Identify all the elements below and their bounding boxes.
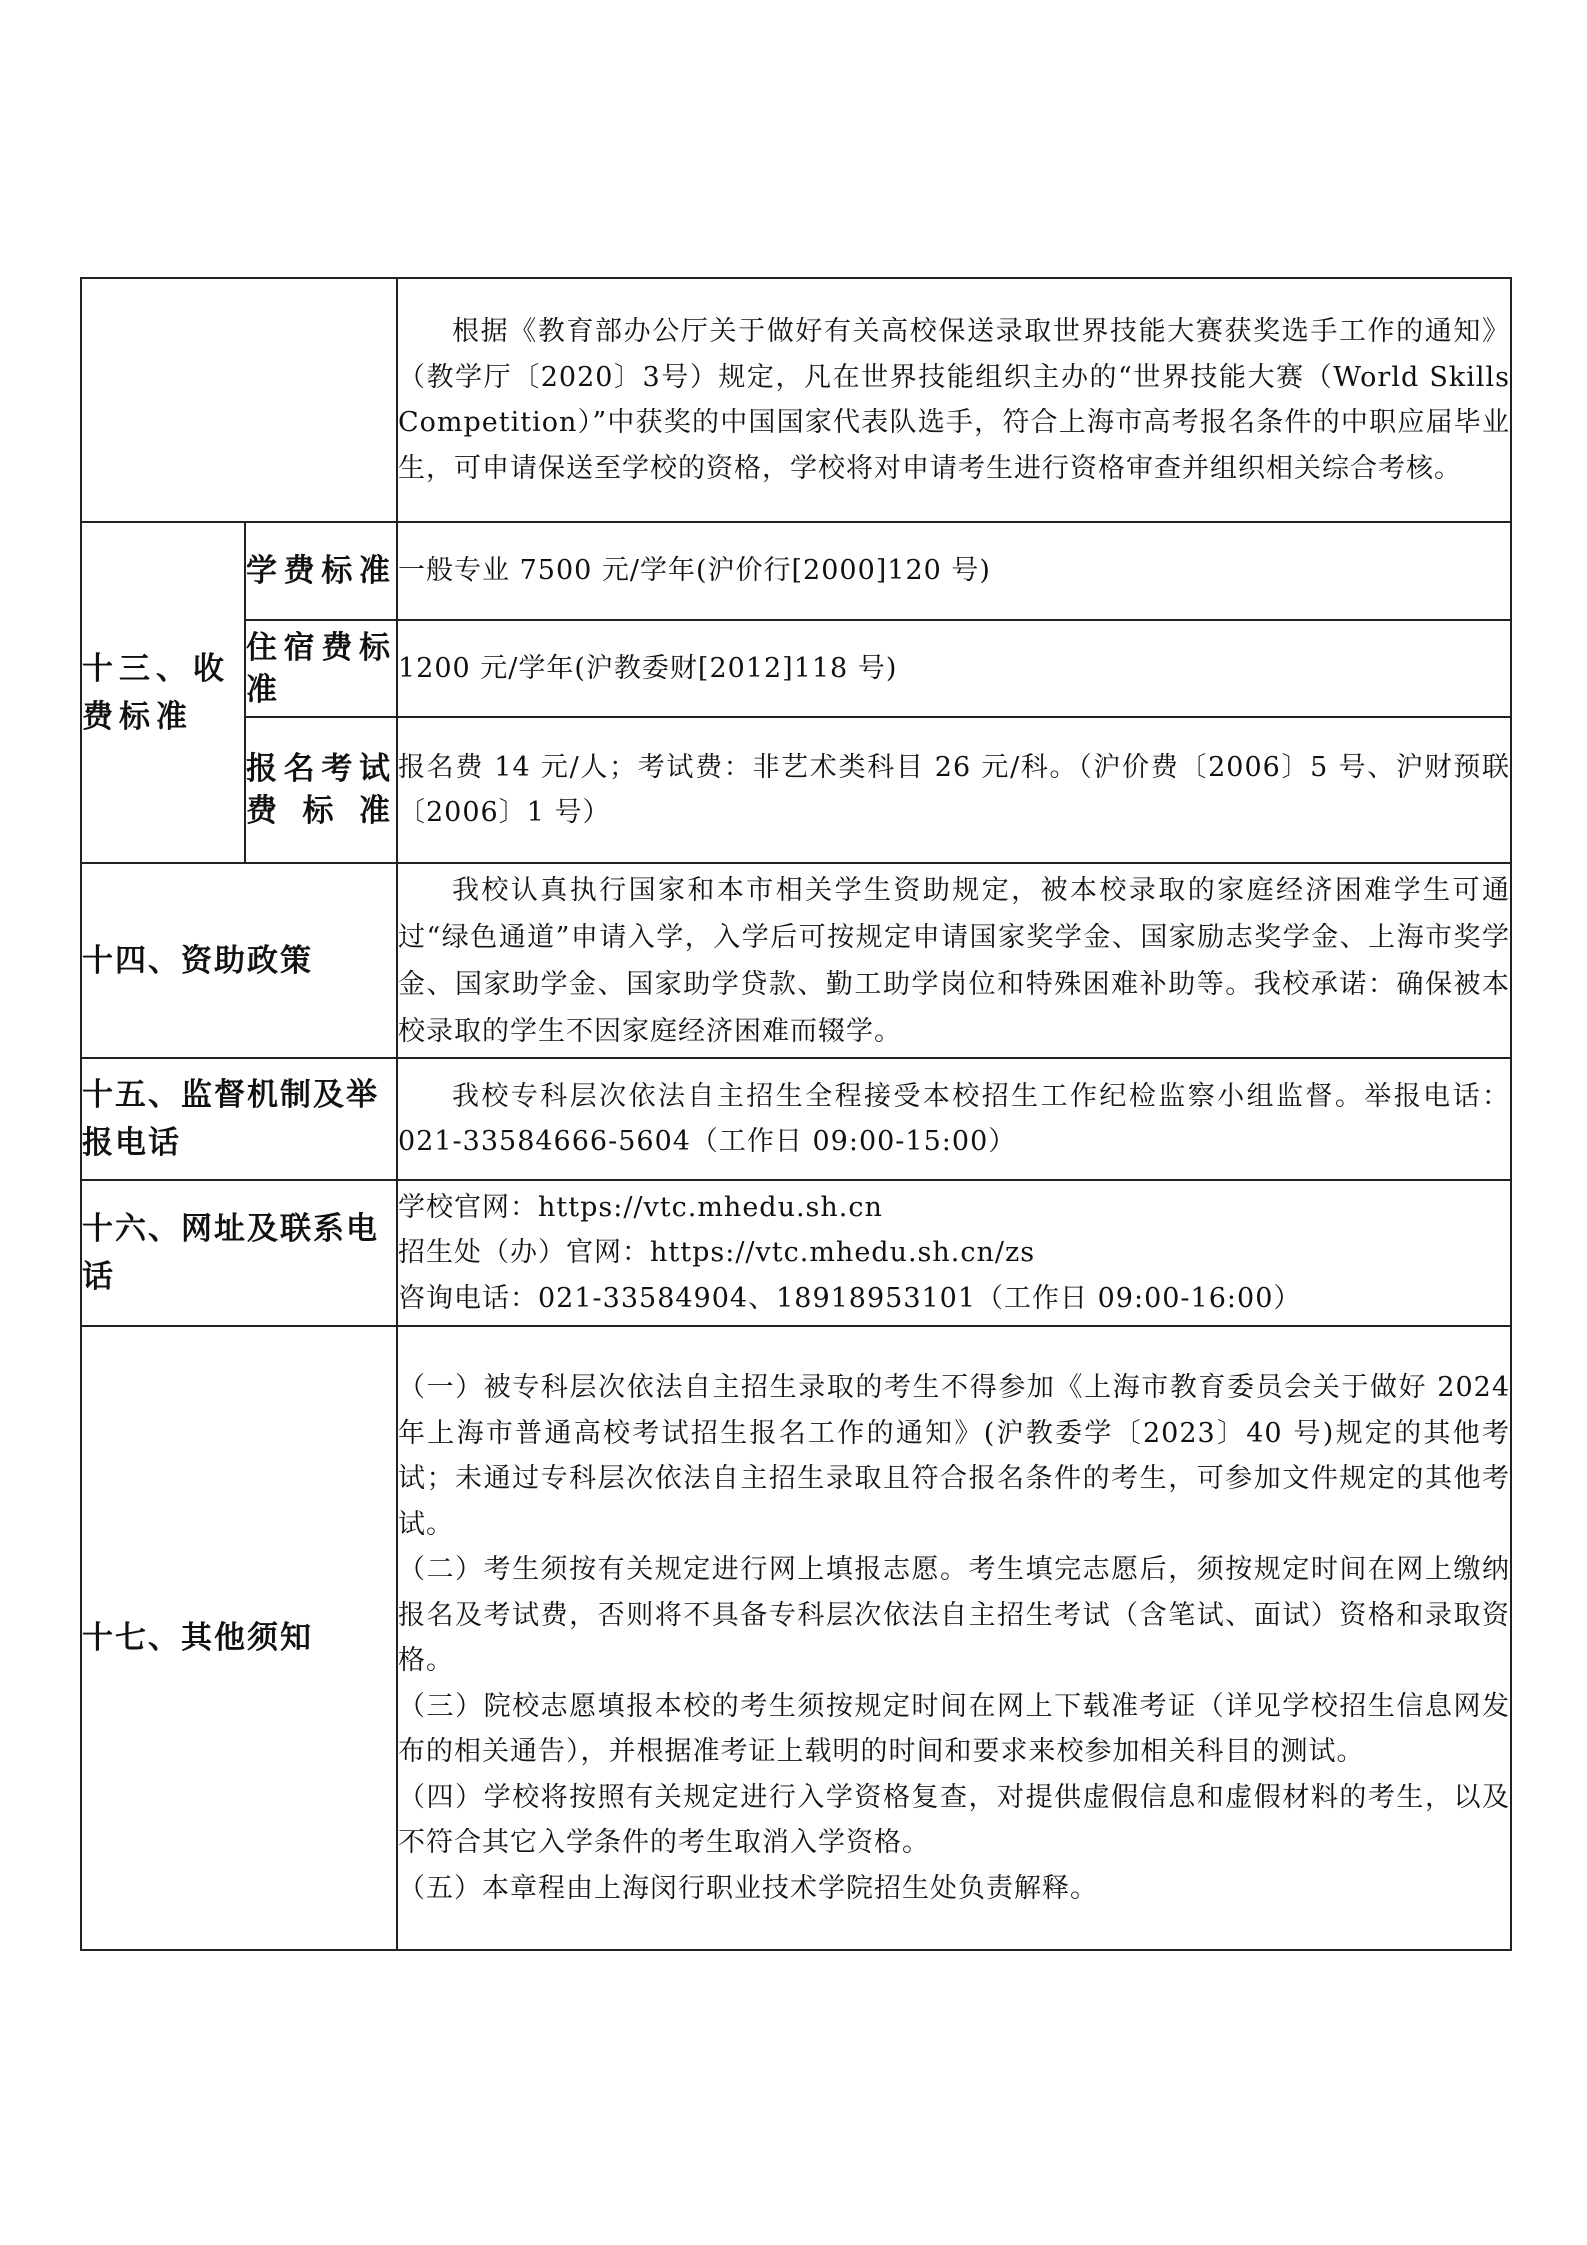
other-cell — [397, 1326, 1511, 1950]
admissions-table — [80, 277, 1512, 1951]
other-item-1: （一）被专科层次依法自主招生录取的考生不得参加《上海市教育委员会关于做好 2024 年上海市普通高校考试招生报名工作的通知》(沪教委学〔2023〕40 号)规定的其他考试；未通过专科层次依法自主招生录取且符合报名条件的考生，可参加文件规定的其他考试。 — [398, 1372, 1510, 1540]
contact-cell — [397, 1180, 1511, 1326]
world-skills-label-cell — [81, 278, 397, 522]
fee-row-tuition — [81, 522, 1511, 620]
exam-fee-value: 报名费 14 元/人；考试费：非艺术类科目 26 元/科。（沪价费〔2006〕5 号、沪财预联〔2006〕1 号） — [397, 717, 1511, 863]
supervision-text: 我校专科层次依法自主招生全程接受本校招生工作纪检监察小组监督。举报电话：021-33584666-5604（工作日 09:00-15:00） — [397, 1058, 1511, 1180]
contact-row — [81, 1180, 1511, 1326]
other-label: 十七、其他须知 — [81, 1326, 397, 1950]
aid-text: 我校认真执行国家和本市相关学生资助规定，被本校录取的家庭经济困难学生可通过“绿色通道”申请入学，入学后可按规定申请国家奖学金、国家励志奖学金、上海市奖学金、国家助学金、国家助学贷款、勤工助学岗位和特殊困难补助等。我校承诺：确保被本校录取的学生不因家庭经济困难而辍学。 — [397, 863, 1511, 1058]
dorm-value: 1200 元/学年(沪教委财[2012]118 号) — [397, 620, 1511, 717]
world-skills-text: 根据《教育部办公厅关于做好有关高校保送录取世界技能大赛获奖选手工作的通知》（教学厅〔2020〕3号）规定，凡在世界技能组织主办的“世界技能大赛（World Skills Competition）”中获奖的中国国家代表队选手，符合上海市高考报名条件的中职应届毕业生，可申请保送至学校的资格，学校将对申请考生进行资格审查并组织相关综合考核。 — [397, 278, 1511, 522]
tuition-label: 学费标准 — [245, 522, 397, 620]
supervision-label: 十五、监督机制及举报电话 — [81, 1058, 397, 1180]
other-item-2: （二）考生须按有关规定进行网上填报志愿。考生填完志愿后，须按规定时间在网上缴纳报名及考试费，否则将不具备专科层次依法自主招生考试（含笔试、面试）资格和录取资格。 — [398, 1554, 1510, 1676]
other-item-4: （四）学校将按照有关规定进行入学资格复查，对提供虚假信息和虚假材料的考生，以及不符合其它入学条件的考生取消入学资格。 — [398, 1781, 1510, 1858]
other-row — [81, 1326, 1511, 1950]
other-item-5: （五）本章程由上海闵行职业技术学院招生处负责解释。 — [398, 1872, 1098, 1904]
school-website-line[interactable]: 学校官网：https://vtc.mhedu.sh.cn — [398, 1191, 883, 1223]
supervision-row — [81, 1058, 1511, 1180]
aid-label: 十四、资助政策 — [81, 863, 397, 1058]
tuition-value: 一般专业 7500 元/学年(沪价行[2000]120 号) — [397, 522, 1511, 620]
aid-row — [81, 863, 1511, 1058]
contact-label: 十六、网址及联系电话 — [81, 1180, 397, 1326]
fees-section-label: 十三、收费标准 — [81, 522, 245, 863]
world-skills-row — [81, 278, 1511, 522]
exam-fee-label: 报名考试费标准 — [245, 717, 397, 863]
fee-row-dorm — [81, 620, 1511, 717]
consult-phone-line: 咨询电话：021-33584904、18918953101（工作日 09:00-16:00） — [398, 1282, 1302, 1314]
admissions-website-line[interactable]: 招生处（办）官网：https://vtc.mhedu.sh.cn/zs — [398, 1237, 1036, 1269]
dorm-label: 住宿费标准 — [245, 620, 397, 717]
other-item-3: （三）院校志愿填报本校的考生须按规定时间在网上下载准考证（详见学校招生信息网发布的相关通告），并根据准考证上载明的时间和要求来校参加相关科目的测试。 — [398, 1690, 1510, 1767]
fee-row-exam — [81, 717, 1511, 863]
